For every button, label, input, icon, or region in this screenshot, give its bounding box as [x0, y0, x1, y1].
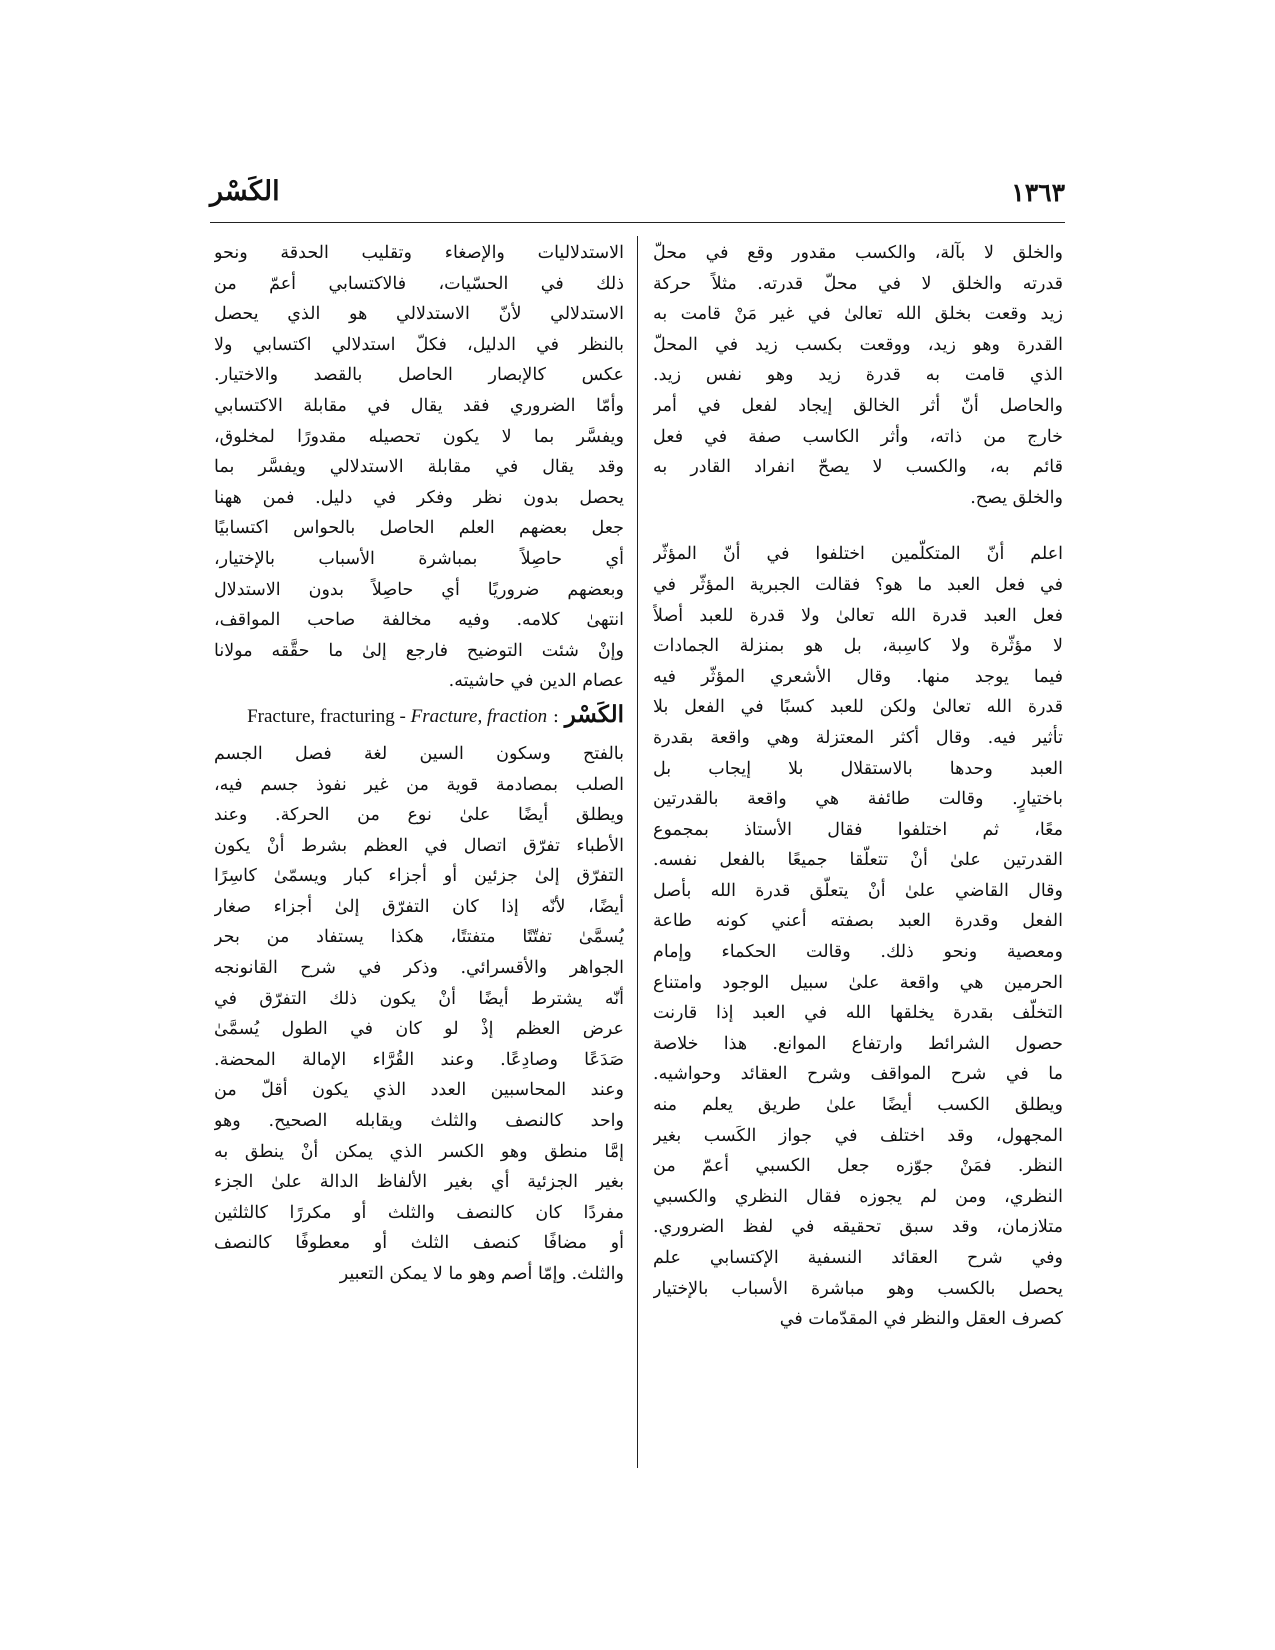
text-line: أي حاصِلاً بمباشرة الأسباب بالإختيار، [214, 548, 624, 569]
text-line: ويفسَّر بما لا يكون تحصيله مقدورًا لمخلوق، [214, 426, 624, 447]
paragraph-gap [653, 513, 1063, 539]
text-line: القدرة وهو زيد، ووقعت بكسب زيد في المحلّ [653, 334, 1063, 355]
text-line: وقد يقال في مقابلة الاستدلالي ويفسَّر بما [214, 457, 624, 478]
text-line: وإنْ شئت التوضيح فارجع إلىٰ ما حقَّقه مولانا [214, 640, 624, 661]
text-line: عصام الدين في حاشيته. [448, 671, 624, 692]
text-line: اعلم أنّ المتكلّمين اختلفوا في أنّ المؤثّر [653, 544, 1063, 565]
text-line: التفرّق إلىٰ جزئين أو أجزاء كبار ويسمّىٰ كاسِرًا [214, 866, 624, 887]
text-line: بالنظر في الدليل، فكلّ استدلالي اكتسابي ولا [214, 334, 624, 355]
text-line: الفعل وقدرة العبد بصفته أعني كونه طاعة [653, 911, 1063, 932]
text-line: والخلق لا بآلة، والكسب مقدور وقع في محلّ [653, 243, 1063, 263]
text-line: القدرتين علىٰ أنْ تتعلّقا جميعًا بالفعل نفسه. [653, 850, 1063, 871]
text-line: والخلق يصح. [970, 487, 1063, 508]
text-line: ومعصية ونحو ذلك. وقالت الحكماء وإمام [653, 942, 1063, 963]
column-divider [637, 236, 638, 1468]
text-line: خارج من ذاته، وأثر الكاسب صفة في فعل [653, 426, 1063, 447]
text-line: مفردًا كان كالنصف والثلث أو مكررًا كالثلثين [214, 1202, 624, 1223]
text-line: حصول الشرائط وارتفاع الموانع. هذا خلاصة [653, 1033, 1063, 1054]
text-line: واحد كالنصف والثلث ويقابله الصحيح. وهو [214, 1111, 624, 1132]
entry-colon: : [552, 705, 559, 727]
text-line: وعند المحاسبين العدد الذي يكون أقلّ من [214, 1080, 624, 1101]
text-line: عرض العظم إذْ لو كان في الطول يُسمَّىٰ [214, 1019, 624, 1040]
text-line: ما في شرح المواقف وشرح العقائد وحواشيه. [653, 1064, 1063, 1085]
text-line: فيما يوجد منها. وقال الأشعري المؤثّر فيه [653, 666, 1063, 687]
page-number: ١٣٦٣ [1011, 178, 1065, 207]
text-line: يحصل بدون نظر وفكر في دليل. فمن ههنا [214, 487, 624, 508]
text-line: الصلب بمصادمة قوية من غير نفوذ جسم فيه، [214, 774, 624, 795]
text-line: جعل بعضهم العلم الحاصل بالحواس اكتسابيًا [214, 518, 624, 539]
text-line: الأطباء تفرّق اتصال في العظم بشرط أنْ يكون [214, 835, 624, 856]
paragraph [214, 739, 624, 1290]
text-line: باختيارٍ. وقالت طائفة هي واقعة بالقدرتين [653, 789, 1063, 810]
paragraph [653, 539, 1063, 1334]
text-line: بالفتح وسكون السين لغة فصل الجسم [214, 743, 624, 764]
text-line: قدرة الله تعالىٰ ولكن للعبد كسبًا في الفعل بلا [653, 697, 1063, 718]
text-line: التخلّف بقدرة يخلقها الله في العبد إذا قارنت [653, 1003, 1063, 1024]
entry-heading [214, 701, 624, 731]
text-line: النظري، ومن لم يجوزه فقال النظري والكسبي [653, 1186, 1063, 1207]
text-line: معًا، ثم اختلفوا فقال الأستاذ بمجموع [653, 819, 1063, 840]
text-line: يُسمَّىٰ تفتّتًا متفتتًا، هكذا يستفاد من بحر [214, 927, 624, 948]
text-line: فعل العبد قدرة الله تعالىٰ ولا قدرة للعبد أصلاً [653, 605, 1063, 626]
text-line: قائم به، والكسب لا يصحّ انفراد القادر به [653, 457, 1063, 478]
text-line: صَدَعًا وصادِعًا. وعند القُرَّاء الإمالة المحضة. [214, 1049, 624, 1070]
text-line: لا مؤثّرة ولا كاسِبة، بل هو بمنزلة الجمادات [653, 636, 1063, 657]
text-line: كصرف العقل والنظر في المقدّمات في [779, 1309, 1063, 1330]
text-line: والحاصل أنّ أثر الخالق إيجاد لفعل في أمر [653, 395, 1063, 416]
text-line: متلازمان، وقد سبق تحقيقه في لفظ الضروري. [653, 1217, 1063, 1238]
entry-translation-italic: Fracture, fraction [410, 705, 548, 727]
text-line: أنّه يشترط أيضًا أنْ يكون ذلك التفرّق في [214, 988, 624, 1009]
running-title: الكَسْر [210, 176, 280, 207]
text-line: العبد وحدها بالاستقلال بلا إيجاب بل [653, 758, 1063, 779]
text-line: وبعضهم ضروريًا أي حاصِلاً بدون الاستدلال [214, 579, 624, 600]
entry-translation [247, 706, 547, 727]
text-line: الجواهر والأقسرائي. وذكر في شرح القانونجه [214, 958, 624, 979]
text-line: وقال القاضي علىٰ أنْ يتعلّق قدرة الله بأصل [653, 880, 1063, 901]
text-line: الاستدلالي لأنّ الاستدلالي هو الذي يحصل [214, 304, 624, 325]
text-line: وأمّا الضروري فقد يقال في مقابلة الاكتسابي [214, 395, 624, 416]
text-line: بغير الجزئية أي بغير الألفاظ الدالة علىٰ الجزء [214, 1172, 624, 1193]
text-line: الاستدلاليات والإصغاء وتقليب الحدقة ونحو [214, 243, 624, 263]
entry-headword: الكَسْر [564, 700, 624, 728]
text-line: تأثير فيه. وقال أكثر المعتزلة وهي واقعة بقدرة [653, 727, 1063, 748]
text-line: النظر. فمَنْ جوّزه جعل الكسبي أعمّ من [653, 1156, 1063, 1177]
text-line: المجهول، وقد اختلف في جواز الكَسب بغير [653, 1125, 1063, 1146]
header-rule [210, 222, 1065, 223]
text-line: أو مضافًا كنصف الثلث أو معطوفًا كالنصف [214, 1233, 624, 1254]
text-line: إمَّا منطق وهو الكسر الذي يمكن أنْ ينطق به [214, 1141, 624, 1162]
text-line: ذلك في الحسّيات، فالاكتسابي أعمّ من [214, 273, 624, 294]
text-line: وفي شرح العقائد النسفية الإكتسابي علم [653, 1248, 1063, 1268]
text-line: الحرمين هي واقعة علىٰ سبيل الوجود وامتناع [653, 972, 1063, 993]
left-column [214, 238, 624, 1290]
text-line: انتهىٰ كلامه. وفيه مخالفة صاحب المواقف، [214, 610, 624, 631]
paragraph [653, 238, 1063, 513]
text-line: في فعل العبد ما هو؟ فقالت الجبرية المؤثّر في [653, 574, 1063, 595]
right-column [653, 238, 1063, 1335]
text-line: أيضًا، لأنّه إذا كان التفرّق إلىٰ أجزاء صغار [214, 896, 624, 917]
text-line: الذي قامت به قدرة زيد وهو نفس زيد. [653, 365, 1063, 386]
text-line: يحصل بالكسب وهو مباشرة الأسباب بالإختيار [653, 1278, 1063, 1299]
entry-translation-plain: Fracture, fracturing - [247, 705, 411, 727]
text-line: والثلث. وإمّا أصم وهو ما لا يمكن التعبير [339, 1264, 624, 1284]
text-line: قدرته والخلق لا في محلّ قدرته. مثلاً حركة [653, 273, 1063, 294]
text-line: عكس كالإبصار الحاصل بالقصد والاختيار. [214, 365, 624, 386]
paragraph [214, 238, 624, 697]
page-header [210, 176, 1065, 224]
text-line: ويطلق أيضًا علىٰ نوع من الحركة. وعند [214, 805, 624, 826]
text-line: زيد وقعت بخلق الله تعالىٰ في غير مَنْ قامت به [653, 304, 1063, 325]
text-line: ويطلق الكسب أيضًا علىٰ طريق يعلم منه [653, 1095, 1063, 1116]
